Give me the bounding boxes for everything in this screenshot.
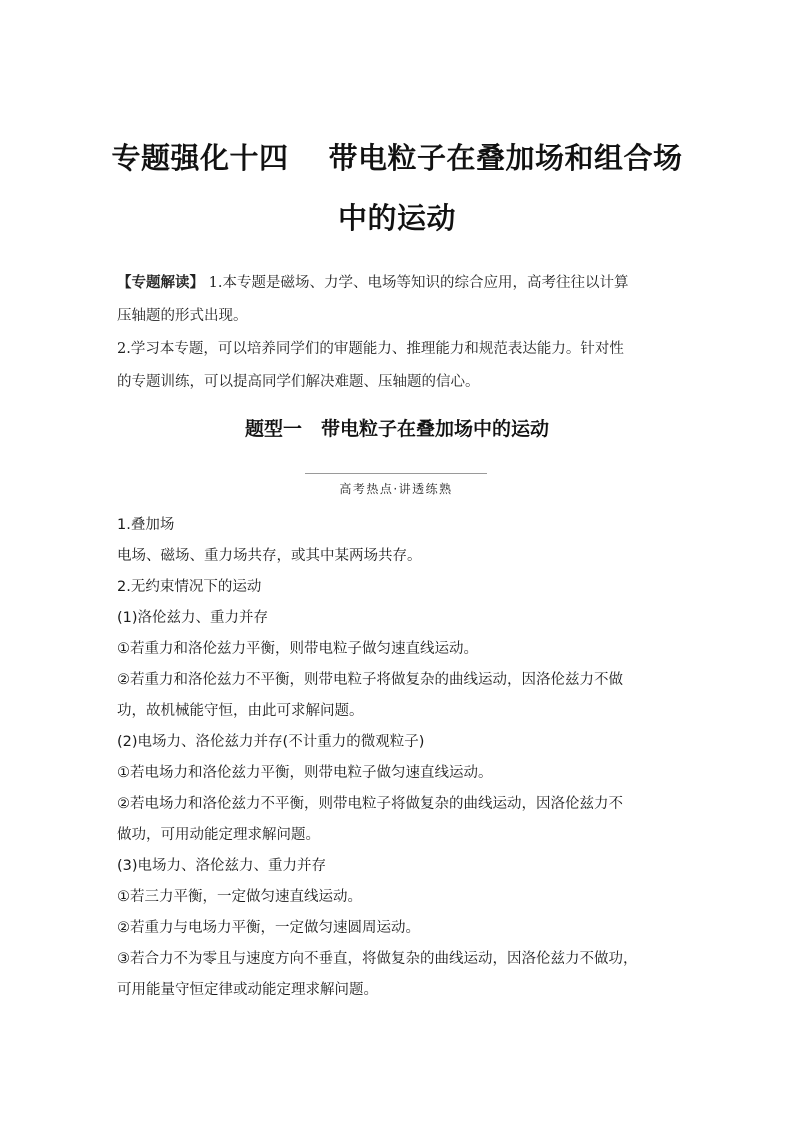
- page-title-line-1: 专题强化十四 带电粒子在叠加场和组合场: [111, 141, 683, 175]
- paragraph-line: ③若合力不为零且与速度方向不垂直，将做复杂的曲线运动，因洛伦兹力不做功，: [117, 951, 638, 967]
- intro-line-4: 的专题训练，可以提高同学们解决难题、压轴题的信心。: [117, 374, 480, 390]
- intro-line-2: 压轴题的形式出现。: [117, 308, 248, 324]
- intro-line-1-text: 1.本专题是磁场、力学、电场等知识的综合应用，高考往往以计算: [204, 275, 629, 291]
- section-title: 题型一 带电粒子在叠加场中的运动: [244, 418, 549, 440]
- paragraph-line: 功，故机械能守恒，由此可求解问题。: [117, 703, 364, 719]
- paragraph-line: 1.叠加场: [117, 517, 175, 533]
- paragraph-line: 电场、磁场、重力场共存，或其中某两场共存。: [117, 548, 422, 564]
- intro-line-1: [117, 267, 677, 300]
- banner-text: 高考热点·讲透练熟: [339, 482, 453, 496]
- paragraph-line: ①若三力平衡，一定做匀速直线运动。: [117, 889, 362, 905]
- page-title-line-2: 中的运动: [337, 201, 456, 235]
- paragraph-line: ①若电场力和洛伦兹力平衡，则带电粒子做匀速直线运动。: [117, 765, 493, 781]
- paragraph-line: ②若电场力和洛伦兹力不平衡，则带电粒子将做复杂的曲线运动，因洛伦兹力不: [117, 796, 623, 812]
- paragraph-line: 做功，可用动能定理求解问题。: [117, 827, 320, 843]
- intro-tag: 【专题解读】: [117, 275, 204, 291]
- body-text: [117, 510, 683, 1006]
- paragraph-line: ①若重力和洛伦兹力平衡，则带电粒子做匀速直线运动。: [117, 641, 478, 657]
- paragraph-line: (1)洛伦兹力、重力并存: [117, 610, 269, 626]
- topic-intro: [117, 267, 677, 399]
- intro-line-3: 2.学习本专题，可以培养同学们的审题能力、推理能力和规范表达能力。针对性: [117, 341, 624, 357]
- paragraph-line: 2.无约束情况下的运动: [117, 579, 262, 595]
- paragraph-line: 可用能量守恒定律或动能定理求解问题。: [117, 982, 378, 998]
- section-banner: [305, 473, 487, 497]
- paragraph-line: ②若重力与电场力平衡，一定做匀速圆周运动。: [117, 920, 420, 936]
- banner-rule: [305, 473, 487, 474]
- paragraph-line: ②若重力和洛伦兹力不平衡，则带电粒子将做复杂的曲线运动，因洛伦兹力不做: [117, 672, 623, 688]
- paragraph-line: (3)电场力、洛伦兹力、重力并存: [117, 858, 327, 874]
- paragraph-line: (2)电场力、洛伦兹力并存(不计重力的微观粒子): [117, 734, 425, 750]
